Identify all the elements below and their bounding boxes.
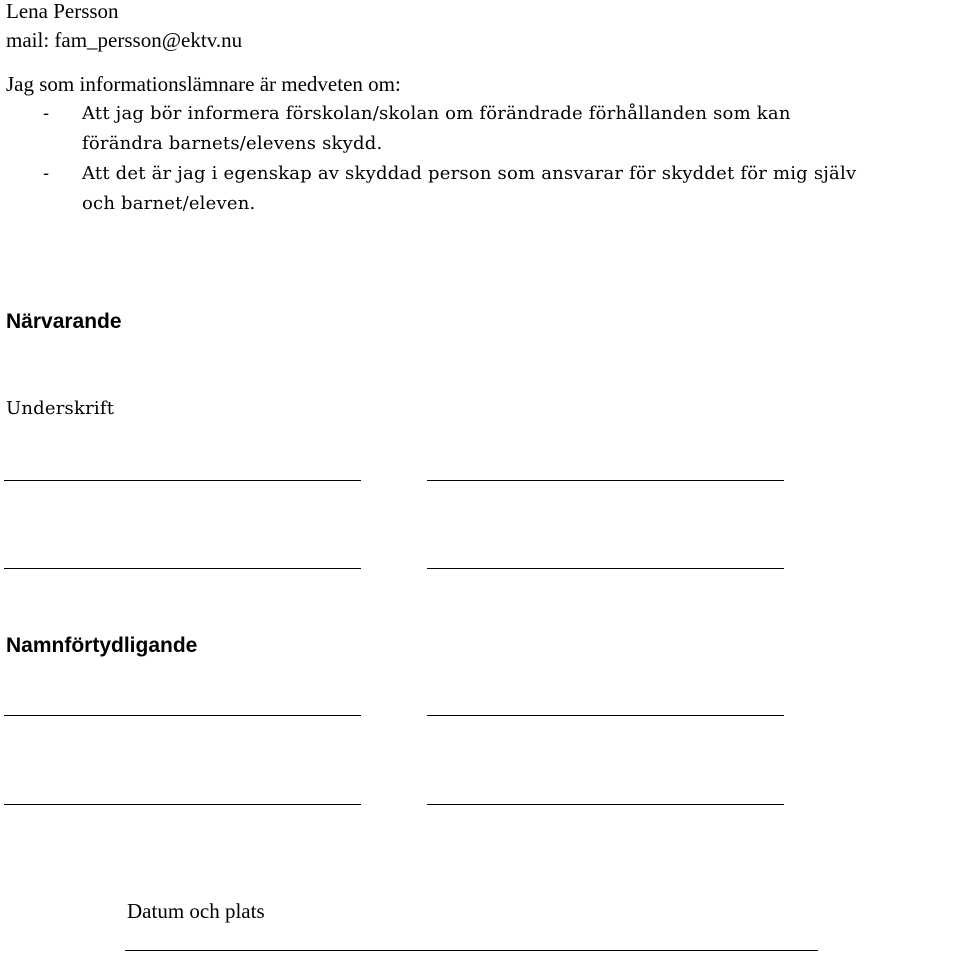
date-place-label: Datum och plats xyxy=(127,899,265,923)
statement-item-1-line-1: Att jag bör informera förskolan/skolan om förändrade förhållanden som kan xyxy=(82,103,791,124)
contact-email: mail: fam_persson@ektv.nu xyxy=(6,28,243,52)
signature-line-1-left[interactable] xyxy=(4,480,361,481)
signature-label: Underskrift xyxy=(6,398,115,419)
statement-item-2-line-1: Att det är jag i egenskap av skyddad person som ansvarar för skyddet för mig själv xyxy=(82,163,857,184)
statement-item-1-line-2: förändra barnets/elevens skydd. xyxy=(82,133,383,154)
signature-line-1-right[interactable] xyxy=(427,480,784,481)
signature-line-2-left[interactable] xyxy=(4,568,361,569)
signature-line-2-right[interactable] xyxy=(427,568,784,569)
present-heading: Närvarande xyxy=(6,310,122,333)
name-line-2-right[interactable] xyxy=(427,804,784,805)
name-line-2-left[interactable] xyxy=(4,804,361,805)
statement-intro: Jag som informationslämnare är medveten om: xyxy=(6,72,401,96)
bullet-marker: - xyxy=(43,103,50,124)
date-place-line[interactable] xyxy=(125,950,818,951)
statement-item-2-line-2: och barnet/eleven. xyxy=(82,193,256,214)
bullet-marker: - xyxy=(43,163,50,184)
name-clarification-heading: Namnförtydligande xyxy=(6,634,198,657)
name-line-1-left[interactable] xyxy=(4,715,361,716)
contact-name: Lena Persson xyxy=(6,0,119,23)
name-line-1-right[interactable] xyxy=(427,715,784,716)
